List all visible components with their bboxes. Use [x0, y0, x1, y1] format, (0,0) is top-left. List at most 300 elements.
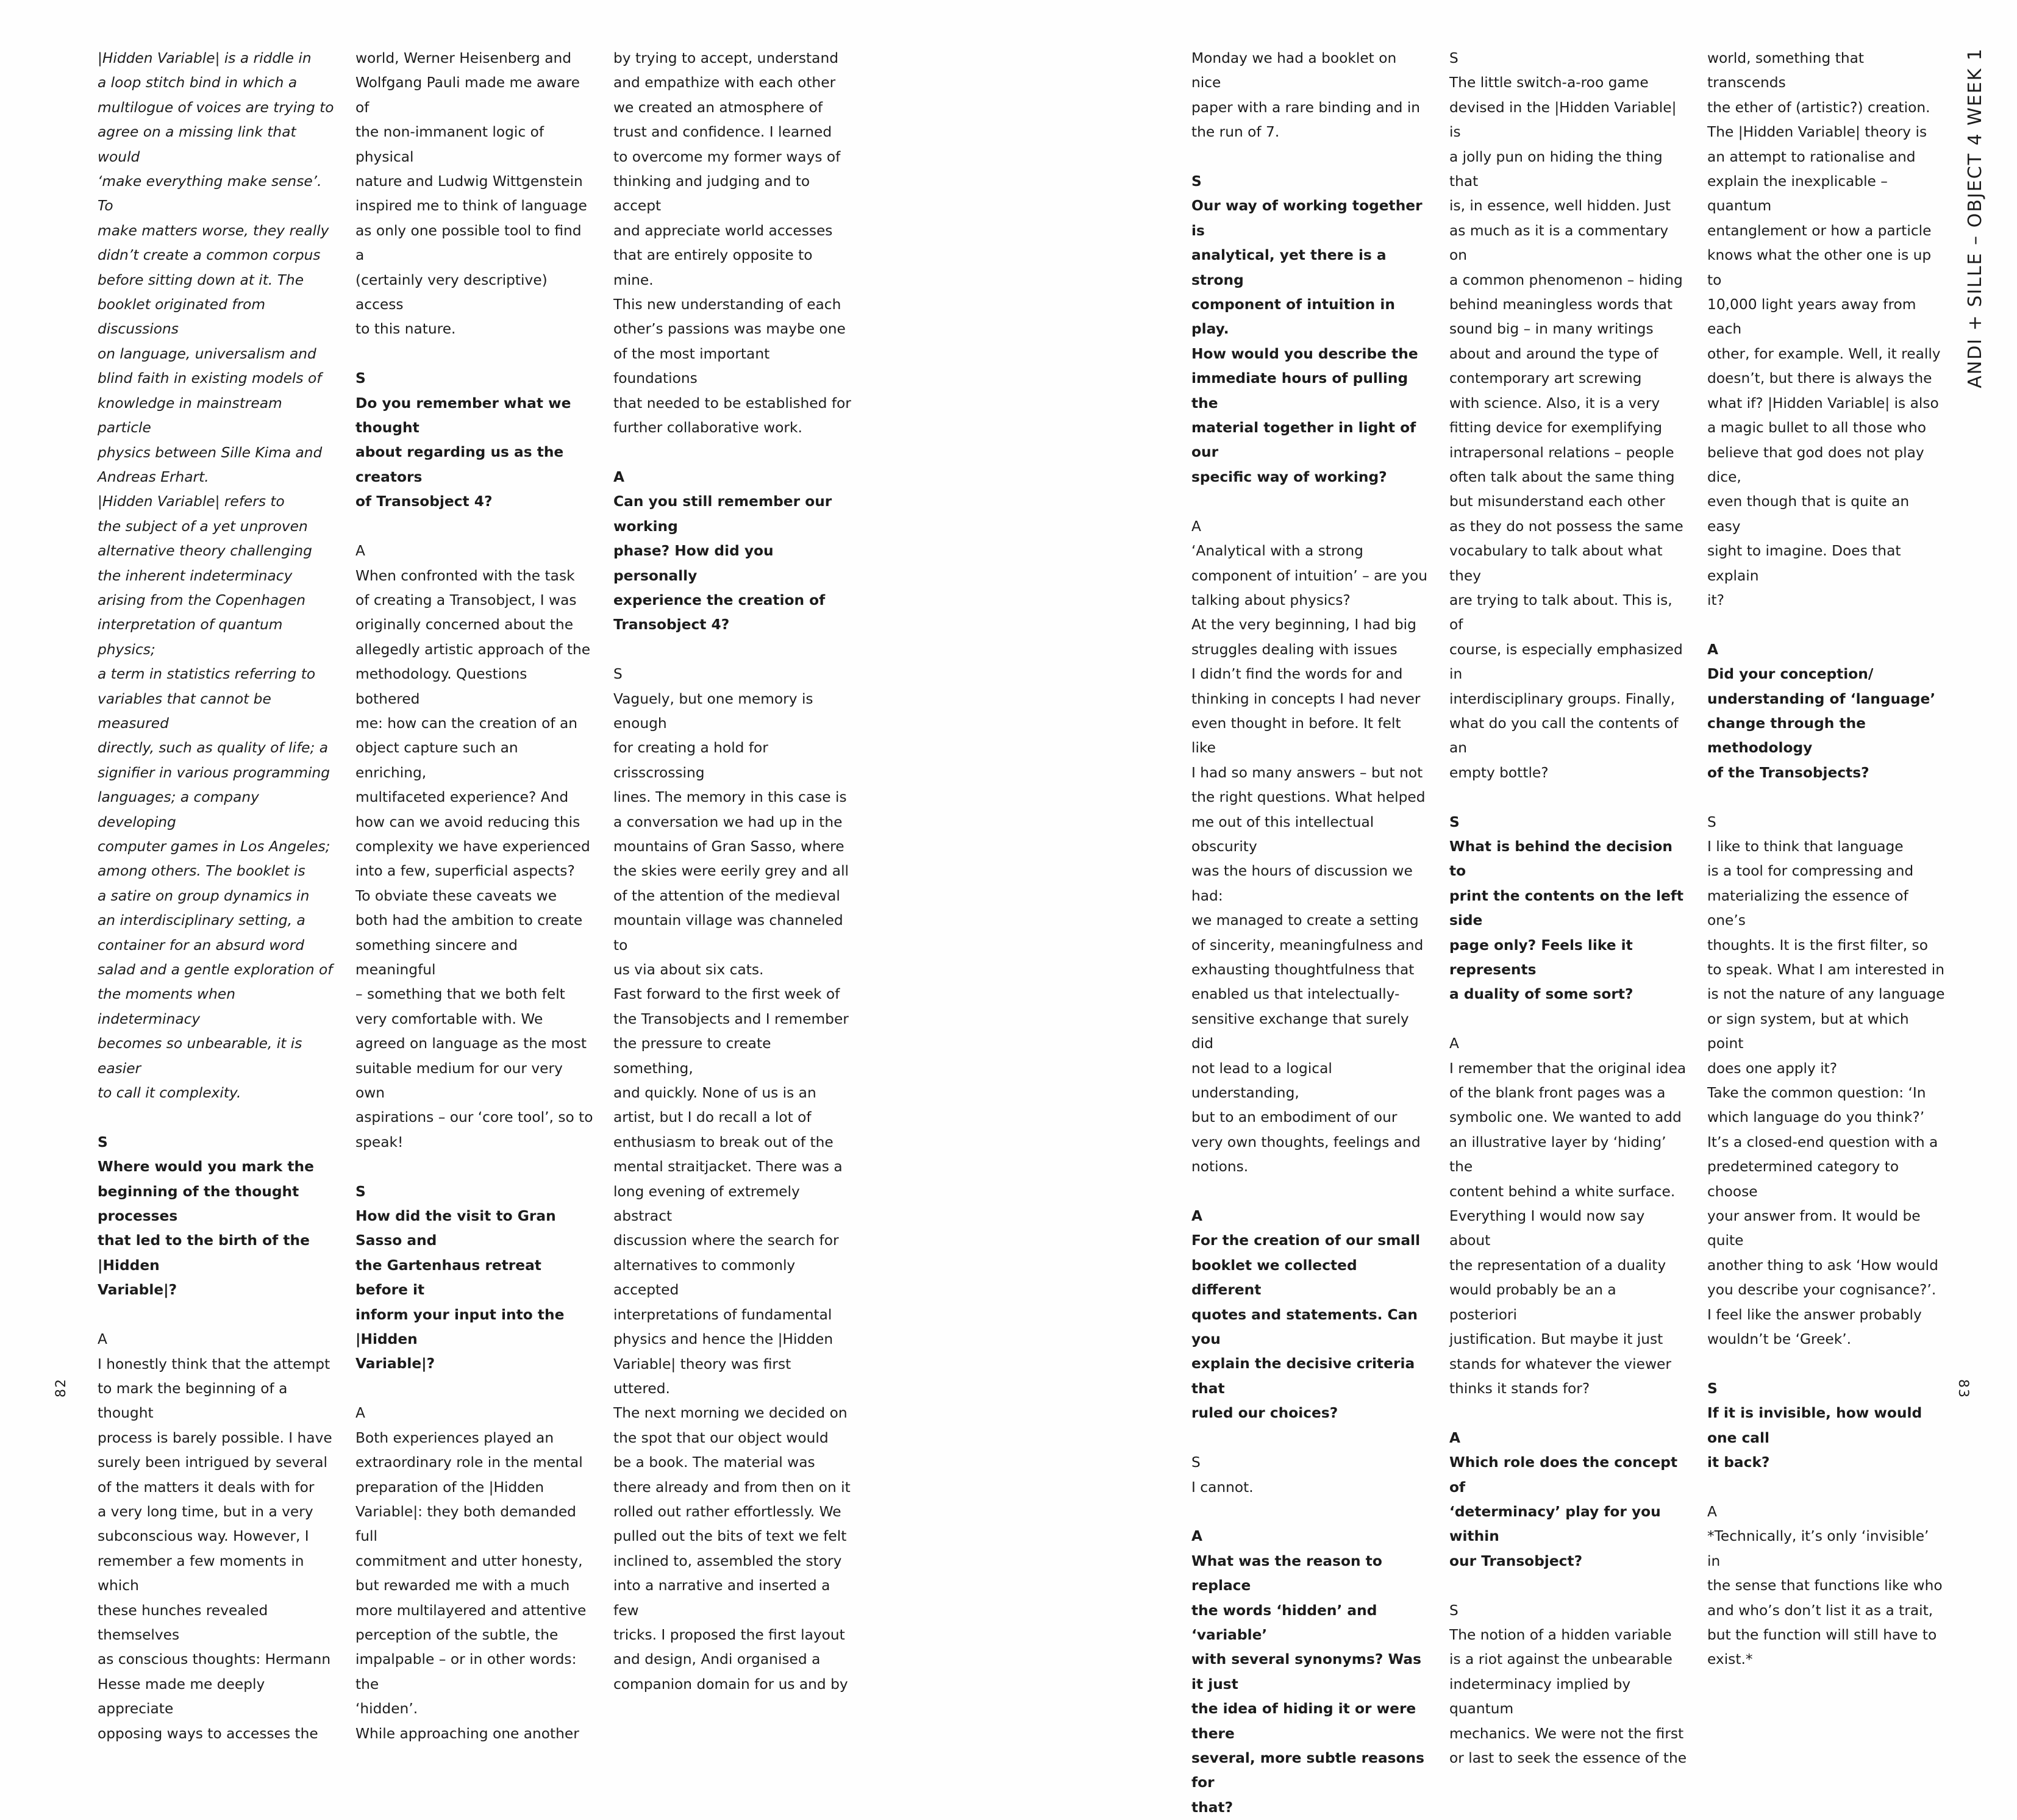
intro-line: a term in statistics referring to [98, 666, 316, 683]
text-line: It’s a closed-end question with a [1707, 1133, 1938, 1151]
text-line: lines. The memory in this case is [613, 789, 847, 806]
text-line: ‘Analytical with a strong [1191, 543, 1363, 560]
paragraph-gap [355, 515, 593, 539]
intro-line: Andreas Erhart. [98, 468, 209, 485]
text-line: remember a few moments in which [98, 1552, 304, 1594]
text-line: fitting device for exemplifying [1449, 419, 1663, 437]
text-line: behind meaningless words that [1449, 296, 1673, 313]
text-line: intrapersonal relations – people [1449, 444, 1674, 461]
intro-line: ‘make everything make sense’. To [98, 173, 322, 215]
text-line: not lead to a logical understanding, [1191, 1060, 1332, 1102]
text-line: even though that is quite an easy [1707, 493, 1910, 535]
text-line: – something that we both felt [355, 986, 565, 1003]
question-line: How would you describe the [1191, 345, 1418, 362]
question-line: What was the reason to replace [1191, 1552, 1382, 1594]
text-line: Wolfgang Pauli made me aware of [355, 74, 580, 116]
question-line: What is behind the decision to [1449, 838, 1673, 880]
text-line: Both experiences played an [355, 1429, 554, 1446]
text-line: A [1191, 518, 1201, 535]
question-line: the idea of hiding it or were there [1191, 1700, 1416, 1742]
text-line: the ether of (artistic?) creation. [1707, 99, 1930, 116]
text-line: of the matters it deals with for [98, 1479, 315, 1496]
question-line: A [1707, 641, 1719, 658]
intro-line: languages; a company developing [98, 789, 259, 830]
text-line: is a tool for compressing and [1707, 863, 1914, 880]
paragraph-gap [98, 1303, 335, 1327]
page-number-right: 83 [1955, 1379, 1971, 1399]
text-line: companion domain for us and by [613, 1675, 848, 1693]
text-line: rolled out rather effortlessly. We [613, 1503, 841, 1520]
question-line: ‘determinacy’ play for you within [1449, 1503, 1661, 1545]
text-line: more multilayered and attentive [355, 1602, 587, 1619]
intro-line: before sitting down at it. The [98, 271, 304, 288]
text-line: does one apply it? [1707, 1060, 1838, 1077]
text-line: something sincere and meaningful [355, 937, 518, 978]
text-line: how can we avoid reducing this [355, 813, 580, 830]
paragraph-gap [355, 1377, 593, 1401]
text-line: knows what the other one is up to [1707, 247, 1932, 288]
paragraph-gap [98, 1105, 335, 1130]
text-line: a conversation we had up in the [613, 813, 843, 830]
intro-line: the moments when indeterminacy [98, 986, 235, 1027]
text-line: these hunches revealed themselves [98, 1602, 268, 1643]
question-line: If it is invisible, how would one call [1707, 1405, 1922, 1446]
paragraph-gap [613, 441, 851, 465]
question-line: explain the decisive criteria that [1191, 1355, 1415, 1397]
text-line: further collaborative work. [613, 419, 802, 437]
paragraph-gap [1707, 1352, 1945, 1377]
question-line: print the contents on the left side [1449, 887, 1684, 929]
text-line: Vaguely, but one memory is enough [613, 690, 813, 732]
text-line: even thought in before. It felt like [1191, 715, 1401, 757]
text-line: long evening of extremely abstract [613, 1183, 800, 1225]
text-line: Variable|: they both demanded full [355, 1503, 576, 1545]
question-line: S [1707, 1380, 1718, 1397]
text-line: The next morning we decided on [613, 1405, 848, 1422]
text-line: but misunderstand each other [1449, 493, 1665, 510]
text-line: I didn’t find the words for and [1191, 666, 1403, 683]
text-line: talking about physics? [1191, 591, 1351, 608]
intro-line: the inherent indeterminacy [98, 567, 293, 584]
text-line: the skies were eerily grey and all [613, 863, 849, 880]
text-line: suitable medium for our very own [355, 1060, 563, 1102]
question-line: phase? How did you personally [613, 543, 774, 584]
paragraph-gap [1449, 1007, 1687, 1032]
question-line: For the creation of our small [1191, 1232, 1421, 1249]
text-line: The notion of a hidden variable [1449, 1626, 1672, 1643]
paragraph-gap [355, 342, 593, 366]
intro-line: becomes so unbearable, it is easier [98, 1035, 302, 1077]
text-line: I remember that the original idea [1449, 1060, 1687, 1077]
text-line: preparation of the |Hidden [355, 1479, 544, 1496]
text-line: complexity we have experienced [355, 838, 590, 855]
question-line: A [613, 468, 625, 485]
text-line: contemporary art screwing [1449, 370, 1642, 387]
text-line: (certainly very descriptive) access [355, 271, 548, 313]
text-line: process is barely possible. I have [98, 1429, 332, 1446]
text-line: are trying to talk about. This is, of [1449, 591, 1673, 633]
text-line: of the blank front pages was a [1449, 1085, 1666, 1102]
text-line: a very long time, but in a very [98, 1503, 313, 1520]
text-line: it? [1707, 591, 1724, 608]
question-line: Can you still remember our working [613, 493, 832, 535]
intro-line: a satire on group dynamics in [98, 887, 310, 904]
text-line: the pressure to create something, [613, 1035, 771, 1077]
text-line: exist.* [1707, 1651, 1753, 1668]
text-line: as much as it is a commentary on [1449, 222, 1669, 264]
text-line: content behind a white surface. [1449, 1183, 1676, 1200]
question-line: experience the creation of [613, 591, 826, 608]
intro-line: a loop stitch bind in which a [98, 74, 298, 91]
column-2 [355, 46, 593, 1746]
text-line: us via about six cats. [613, 962, 764, 978]
intro-line: blind faith in existing models of [98, 370, 322, 387]
column-5 [1449, 46, 1687, 1771]
question-line: the Gartenhaus retreat before it [355, 1257, 541, 1299]
intro-line: agree on a missing link that would [98, 124, 296, 165]
paragraph-gap [1191, 490, 1429, 514]
text-line: commitment and utter honesty, [355, 1552, 583, 1569]
text-line: surely been intrigued by several [98, 1454, 327, 1471]
text-line: Take the common question: ‘In [1707, 1085, 1926, 1102]
text-line: both had the ambition to create [355, 912, 583, 929]
text-line: S [1707, 813, 1716, 830]
text-line: A [1449, 1035, 1459, 1052]
paragraph-gap [1707, 613, 1945, 637]
text-line: other, for example. Well, it really [1707, 345, 1941, 362]
text-line: The |Hidden Variable| theory is [1707, 124, 1927, 141]
text-line: an attempt to rationalise and [1707, 148, 1916, 165]
question-line: beginning of the thought processes [98, 1183, 299, 1225]
column-1 [98, 46, 335, 1746]
intro-line: computer games in Los Angeles; [98, 838, 330, 855]
intro-line: variables that cannot be measured [98, 690, 271, 732]
text-line: alternatives to commonly accepted [613, 1257, 796, 1299]
text-line: physics and hence the |Hidden [613, 1331, 834, 1348]
text-line: A [1707, 1503, 1717, 1520]
question-line: our Transobject? [1449, 1552, 1583, 1569]
text-line: sound big – in many writings [1449, 321, 1654, 338]
question-line: A [1191, 1528, 1203, 1545]
question-line: S [1191, 173, 1202, 190]
text-line: and quickly. None of us is an [613, 1085, 816, 1102]
text-line: thinking in concepts I had never [1191, 690, 1421, 707]
text-line: into a few, superficial aspects? [355, 863, 575, 880]
text-line: about and around the type of [1449, 345, 1658, 362]
text-line: materializing the essence of one’s [1707, 887, 1908, 929]
text-line: devised in the |Hidden Variable| is [1449, 99, 1677, 141]
text-line: but the function will still have to [1707, 1626, 1937, 1643]
text-line: inclined to, assembled the story [613, 1552, 842, 1569]
text-line: inspired me to think of language [355, 198, 587, 215]
text-line: thinking and judging and to accept [613, 173, 810, 215]
text-line: predetermined category to choose [1707, 1158, 1899, 1200]
text-line: notions. [1191, 1158, 1249, 1176]
text-line: opposing ways to accesses the [98, 1725, 318, 1742]
text-line: of the most important foundations [613, 345, 770, 387]
question-line: change through the methodology [1707, 715, 1866, 757]
text-line: indeterminacy implied by quantum [1449, 1675, 1631, 1718]
question-line: S [355, 370, 366, 387]
question-line: booklet we collected different [1191, 1257, 1357, 1299]
text-line: that needed to be established for [613, 394, 851, 412]
text-line: is, in essence, well hidden. Just [1449, 198, 1671, 215]
intro-line: alternative theory challenging [98, 543, 312, 560]
intro-line: interpretation of quantum physics; [98, 616, 283, 658]
question-line: Variable|? [355, 1355, 435, 1372]
text-line: aspirations – our ‘core tool’, so to [355, 1109, 593, 1126]
text-line: sensitive exchange that surely did [1191, 1010, 1409, 1052]
intro-line: physics between Sille Kima and [98, 444, 323, 461]
text-line: as they do not possess the same [1449, 518, 1683, 535]
text-line: an illustrative layer by ‘hiding’ the [1449, 1133, 1666, 1176]
text-line: exhausting thoughtfulness that [1191, 962, 1415, 978]
intro-line: knowledge in mainstream particle [98, 394, 282, 437]
text-line: pulled out the bits of text we felt [613, 1528, 847, 1545]
intro-line: didn’t create a common corpus [98, 247, 321, 264]
text-line: Monday we had a booklet on nice [1191, 50, 1397, 91]
text-line: perception of the subtle, the [355, 1626, 559, 1643]
text-line: methodology. Questions bothered [355, 666, 527, 707]
text-line: sight to imagine. Does that explain [1707, 543, 1901, 584]
text-line: of creating a Transobject, I was [355, 591, 577, 608]
intro-line: on language, universalism and [98, 345, 316, 362]
text-line: Fast forward to the first week of [613, 986, 840, 1003]
text-line: subconscious way. However, I [98, 1528, 309, 1545]
question-line: Our way of working together is [1191, 198, 1423, 239]
text-line: wouldn’t be ‘Greek’. [1707, 1331, 1852, 1348]
text-line: by trying to accept, understand [613, 50, 838, 66]
text-line: me out of this intellectual obscurity [1191, 813, 1374, 855]
text-line: ‘hidden’. [355, 1700, 418, 1718]
text-line: very own thoughts, feelings and [1191, 1133, 1421, 1151]
text-line: what do you call the contents of an [1449, 715, 1679, 757]
text-line: or sign system, but at which point [1707, 1010, 1909, 1052]
text-line: I like to think that language [1707, 838, 1904, 855]
text-line: A [355, 543, 365, 560]
intro-line: |Hidden Variable| refers to [98, 493, 285, 510]
text-line: artist, but I do recall a lot of [613, 1109, 812, 1126]
text-line: to this nature. [355, 321, 456, 338]
text-line: into a narrative and inserted a few [613, 1577, 830, 1619]
question-line: it back? [1707, 1454, 1770, 1471]
question-line: Did your conception/ [1707, 666, 1874, 683]
paragraph-gap [355, 1155, 593, 1179]
text-line: entanglement or how a particle [1707, 222, 1932, 239]
paragraph-gap [1449, 785, 1687, 810]
question-line: the words ‘hidden’ and ‘variable’ [1191, 1602, 1377, 1643]
text-line: the non-immanent logic of physical [355, 124, 544, 165]
question-line: component of intuition in play. [1191, 296, 1395, 338]
intro-line: make matters worse, they really [98, 222, 329, 239]
text-line: speak! [355, 1133, 404, 1151]
text-line: explain the inexplicable – quantum [1707, 173, 1888, 215]
text-line: A [98, 1331, 107, 1348]
text-line: would probably be an a posteriori [1449, 1282, 1616, 1323]
text-line: stands for whatever the viewer [1449, 1355, 1671, 1372]
text-line: course, is especially emphasized in [1449, 641, 1683, 683]
text-line: as only one possible tool to find a [355, 222, 582, 264]
text-line: of the attention of the medieval [613, 887, 840, 904]
text-line: This new understanding of each [613, 296, 841, 313]
text-line: originally concerned about the [355, 616, 574, 633]
text-line: other’s passions was maybe one [613, 321, 846, 338]
intro-line: multilogue of voices are trying to [98, 99, 334, 116]
text-line: mountain village was channeled to [613, 912, 843, 954]
text-line: While approaching one another [355, 1725, 579, 1742]
page-number-left: 82 [54, 1378, 69, 1397]
text-line: world, something that transcends [1707, 50, 1865, 91]
text-line: The little switch-a-roo game [1449, 74, 1649, 91]
text-line: a magic bullet to all those who [1707, 419, 1927, 437]
text-line: often talk about the same thing [1449, 468, 1675, 485]
text-line: what if? |Hidden Variable| is also [1707, 394, 1939, 412]
question-line: specific way of working? [1191, 468, 1387, 485]
question-line: inform your input into the |Hidden [355, 1306, 565, 1348]
text-line: object capture such an enriching, [355, 740, 518, 781]
text-line: discussion where the search for [613, 1232, 839, 1249]
question-line: S [98, 1133, 108, 1151]
text-line: paper with a rare binding and in [1191, 99, 1421, 116]
text-line: very comfortable with. We [355, 1010, 543, 1027]
text-line: extraordinary role in the mental [355, 1454, 583, 1471]
question-line: of the Transobjects? [1707, 764, 1869, 781]
text-line: doesn’t, but there is always the [1707, 370, 1932, 387]
paragraph-gap [1191, 1426, 1429, 1451]
intro-line: the subject of a yet unproven [98, 518, 308, 535]
text-line: we managed to create a setting [1191, 912, 1419, 929]
question-line: S [355, 1183, 366, 1200]
text-line: component of intuition’ – are you [1191, 567, 1428, 584]
intro-line: an interdisciplinary setting, a [98, 912, 305, 929]
intro-line: arising from the Copenhagen [98, 591, 306, 608]
text-line: be a book. The material was [613, 1454, 815, 1471]
text-line: a jolly pun on hiding the thing that [1449, 148, 1663, 190]
text-line: thoughts. It is the first filter, so [1707, 937, 1928, 954]
text-line: allegedly artistic approach of the [355, 641, 591, 658]
text-line: interpretations of fundamental [613, 1306, 832, 1323]
text-line: the sense that functions like who [1707, 1577, 1943, 1594]
column-3 [613, 46, 851, 1697]
question-line: material together in light of our [1191, 419, 1416, 461]
text-line: interdisciplinary groups. Finally, [1449, 690, 1676, 707]
text-line: I honestly think that the attempt [98, 1355, 330, 1372]
paragraph-gap [613, 638, 851, 662]
text-line: to mark the beginning of a thought [98, 1380, 288, 1422]
text-line: but rewarded me with a much [355, 1577, 570, 1594]
text-line: Hesse made me deeply appreciate [98, 1675, 265, 1718]
question-line: immediate hours of pulling the [1191, 370, 1408, 412]
text-line: believe that god does not play dice, [1707, 444, 1924, 485]
text-line: thinks it stands for? [1449, 1380, 1590, 1397]
text-line: 10,000 light years away from each [1707, 296, 1916, 338]
intro-line: signifier in various programming [98, 764, 330, 781]
column-6 [1707, 46, 1945, 1672]
text-line: world, Werner Heisenberg and [355, 50, 572, 66]
text-line: I feel like the answer probably [1707, 1306, 1922, 1323]
intro-line: directly, such as quality of life; a [98, 740, 329, 757]
text-line: we created an atmosphere of [613, 99, 823, 116]
question-line: analytical, yet there is a strong [1191, 247, 1387, 288]
text-line: you describe your cognisance?’. [1707, 1282, 1937, 1299]
question-line: A [1449, 1429, 1461, 1446]
text-line: multifaceted experience? And [355, 789, 569, 806]
text-line: the representation of a duality [1449, 1257, 1666, 1274]
text-line: with science. Also, it is a very [1449, 394, 1660, 412]
question-line: Where would you mark the [98, 1158, 314, 1176]
question-line: Do you remember what we thought [355, 394, 571, 437]
text-line: is a riot against the unbearable [1449, 1651, 1673, 1668]
question-line: several, more subtle reasons for [1191, 1749, 1424, 1791]
text-line: mental straitjacket. There was a [613, 1158, 843, 1176]
paragraph-gap [1191, 145, 1429, 170]
intro-line: salad and a gentle exploration of [98, 962, 333, 979]
text-line: which language do you think?’ [1707, 1109, 1925, 1126]
intro-line: container for an absurd word [98, 937, 305, 954]
question-line: with several synonyms? Was it just [1191, 1651, 1421, 1693]
text-line: me: how can the creation of an [355, 715, 578, 732]
text-line: for creating a hold for crisscrossing [613, 740, 768, 781]
text-line: a common phenomenon – hiding [1449, 271, 1683, 288]
text-line: justification. But maybe it just [1449, 1331, 1663, 1348]
question-line: page only? Feels like it represents [1449, 937, 1633, 979]
text-line: I had so many answers – but not [1191, 764, 1423, 781]
text-line: A [355, 1405, 365, 1422]
text-line: At the very beginning, I had big [1191, 616, 1416, 633]
text-line: To obviate these caveats we [355, 887, 557, 904]
text-line: mechanics. We were not the first [1449, 1725, 1684, 1742]
text-line: struggles dealing with issues [1191, 641, 1398, 658]
text-line: enthusiasm to break out of the [613, 1133, 834, 1151]
text-line: the spot that our object would [613, 1429, 829, 1446]
paragraph-gap [1707, 785, 1945, 810]
text-line: as conscious thoughts: Hermann [98, 1651, 331, 1668]
paragraph-gap [1707, 1476, 1945, 1500]
paragraph-gap [1191, 1500, 1429, 1524]
question-line: that? [1191, 1799, 1233, 1816]
paragraph-gap [1449, 1401, 1687, 1426]
paragraph-gap [1449, 1574, 1687, 1598]
text-line: and who’s don’t list it as a trait, [1707, 1602, 1933, 1619]
question-line: S [1449, 813, 1460, 830]
text-line: When confronted with the task [355, 567, 575, 584]
intro-line: among others. The booklet is [98, 863, 305, 880]
text-line: Variable| theory was first uttered. [613, 1355, 791, 1397]
text-line: I cannot. [1191, 1479, 1254, 1496]
text-line: and empathize with each other [613, 74, 836, 91]
text-line: empty bottle? [1449, 764, 1549, 781]
text-line: that are entirely opposite to mine. [613, 247, 813, 288]
text-line: symbolic one. We wanted to add [1449, 1109, 1682, 1126]
text-line: there already and from then on it [613, 1479, 851, 1496]
text-line: the run of 7. [1191, 124, 1280, 141]
text-line: or last to seek the essence of the [1449, 1749, 1687, 1766]
question-line: that led to the birth of the |Hidden [98, 1232, 310, 1274]
text-line: S [1191, 1454, 1201, 1471]
running-head: ANDI + SILLE – OBJECT 4 WEEK 1 [1965, 48, 1986, 388]
text-line: impalpable – or in other words: the [355, 1651, 577, 1693]
intro-line: booklet originated from discussions [98, 296, 266, 338]
text-line: mountains of Gran Sasso, where [613, 838, 844, 855]
text-line: but to an embodiment of our [1191, 1109, 1398, 1126]
question-line: Variable|? [98, 1282, 177, 1299]
text-line: S [1449, 1602, 1458, 1619]
text-line: S [613, 666, 623, 683]
text-line: *Technically, it’s only ‘invisible’ in [1707, 1528, 1929, 1569]
question-line: quotes and statements. Can you [1191, 1306, 1418, 1348]
text-line: was the hours of discussion we had: [1191, 863, 1413, 904]
question-line: Which role does the concept of [1449, 1454, 1678, 1496]
